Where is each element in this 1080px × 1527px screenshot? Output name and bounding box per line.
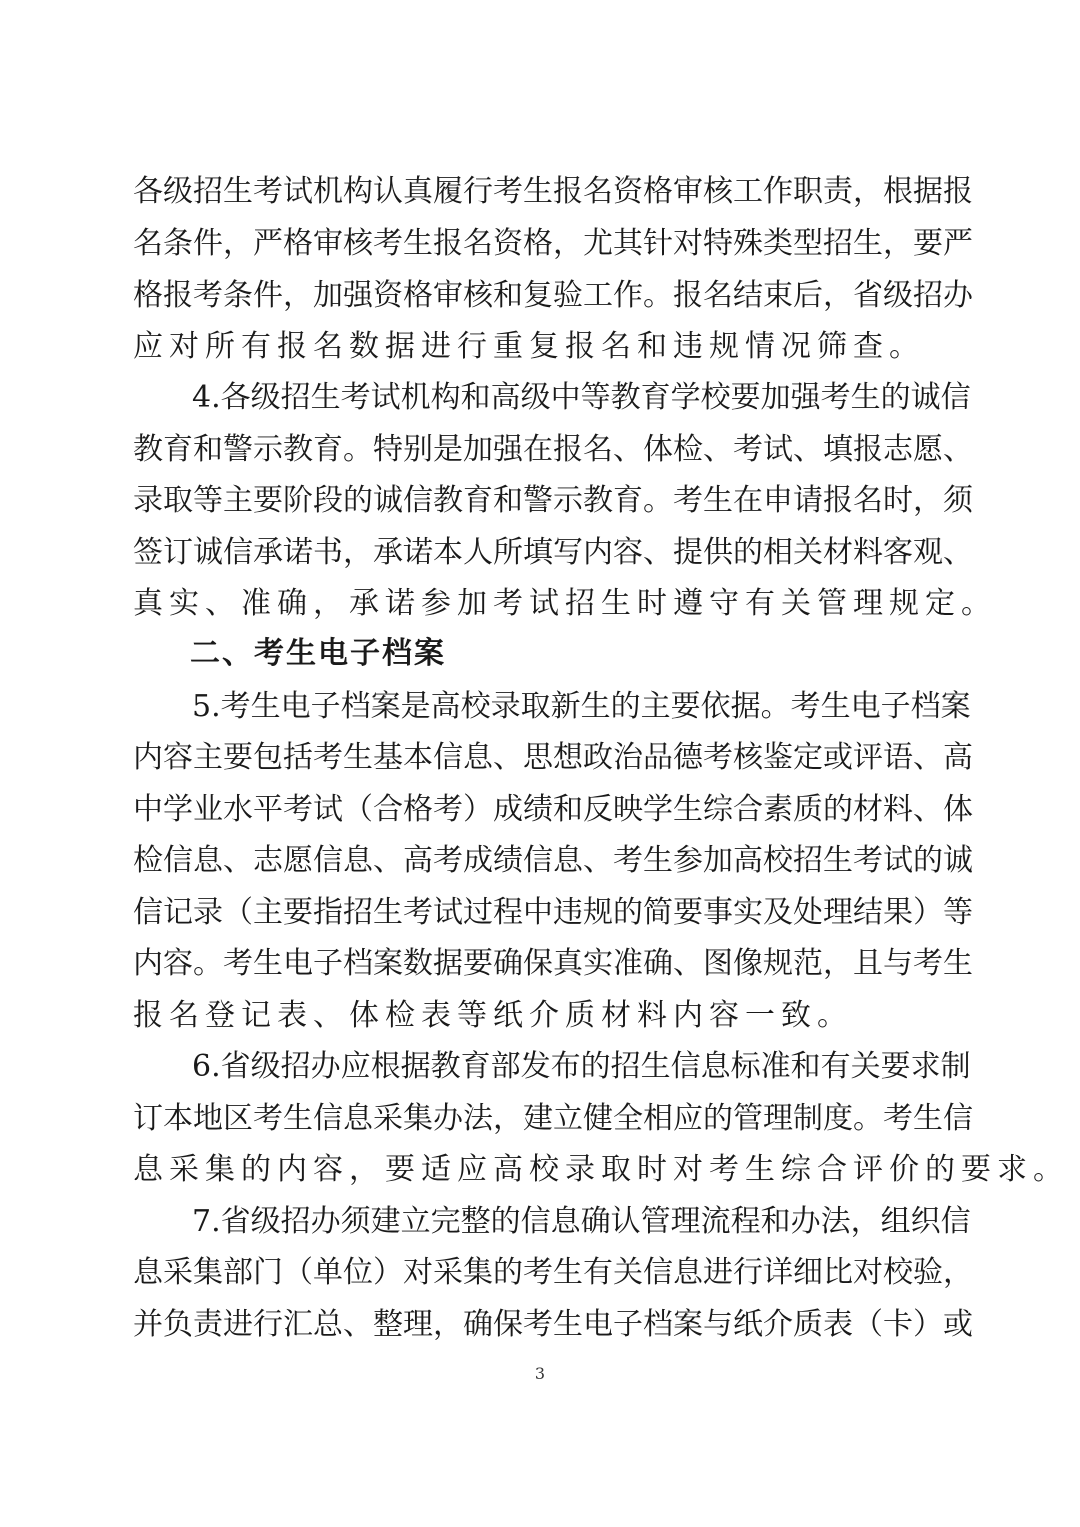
- text-line: 各级招生考试机构认真履行考生报名资格审核工作职责，根据报: [133, 174, 973, 209]
- text-line: 订本地区考生信息采集办法，建立健全相应的管理制度。考生信: [133, 1101, 973, 1136]
- text-line: 内容主要包括考生基本信息、思想政治品德考核鉴定或评语、高: [133, 740, 973, 775]
- text-line: 应对所有报名数据进行重复报名和违规情况筛查。: [133, 329, 925, 364]
- text-line: 4.各级招生考试机构和高级中等教育学校要加强考生的诚信: [192, 380, 971, 415]
- text-line: 息采集的内容，要适应高校录取时对考生综合评价的要求。: [133, 1152, 1069, 1187]
- text-line: 信记录（主要指招生考试过程中违规的简要事实及处理结果）等: [133, 895, 973, 930]
- text-line: 录取等主要阶段的诚信教育和警示教育。考生在申请报名时，须: [133, 483, 973, 518]
- text-line: 5.考生电子档案是高校录取新生的主要依据。考生电子档案: [192, 689, 971, 724]
- text-line: 格报考条件，加强资格审核和复验工作。报名结束后，省级招办: [133, 278, 973, 313]
- text-line: 检信息、志愿信息、高考成绩信息、考生参加高校招生考试的诚: [133, 843, 973, 878]
- text-line: 7.省级招办须建立完整的信息确认管理流程和办法，组织信: [192, 1204, 971, 1239]
- text-line: 6.省级招办应根据教育部发布的招生信息标准和有关要求制: [192, 1049, 971, 1084]
- text-line: 签订诚信承诺书，承诺本人所填写内容、提供的相关材料客观、: [133, 535, 973, 570]
- text-line: 息采集部门（单位）对采集的考生有关信息进行详细比对校验，: [133, 1255, 973, 1290]
- section-heading: 二、考生电子档案: [190, 636, 446, 671]
- text-line: 中学业水平考试（合格考）成绩和反映学生综合素质的材料、体: [133, 792, 973, 827]
- page-number: 3: [534, 1364, 546, 1383]
- text-line: 真实、准确，承诺参加考试招生时遵守有关管理规定。: [133, 586, 997, 621]
- text-line: 并负责进行汇总、整理，确保考生电子档案与纸介质表（卡）或: [133, 1307, 973, 1342]
- text-line: 名条件，严格审核考生报名资格，尤其针对特殊类型招生，要严: [133, 226, 973, 261]
- text-line: 教育和警示教育。特别是加强在报名、体检、考试、填报志愿、: [133, 432, 973, 467]
- text-line: 报名登记表、体检表等纸介质材料内容一致。: [133, 998, 853, 1033]
- text-line: 内容。考生电子档案数据要确保真实准确、图像规范，且与考生: [133, 946, 973, 981]
